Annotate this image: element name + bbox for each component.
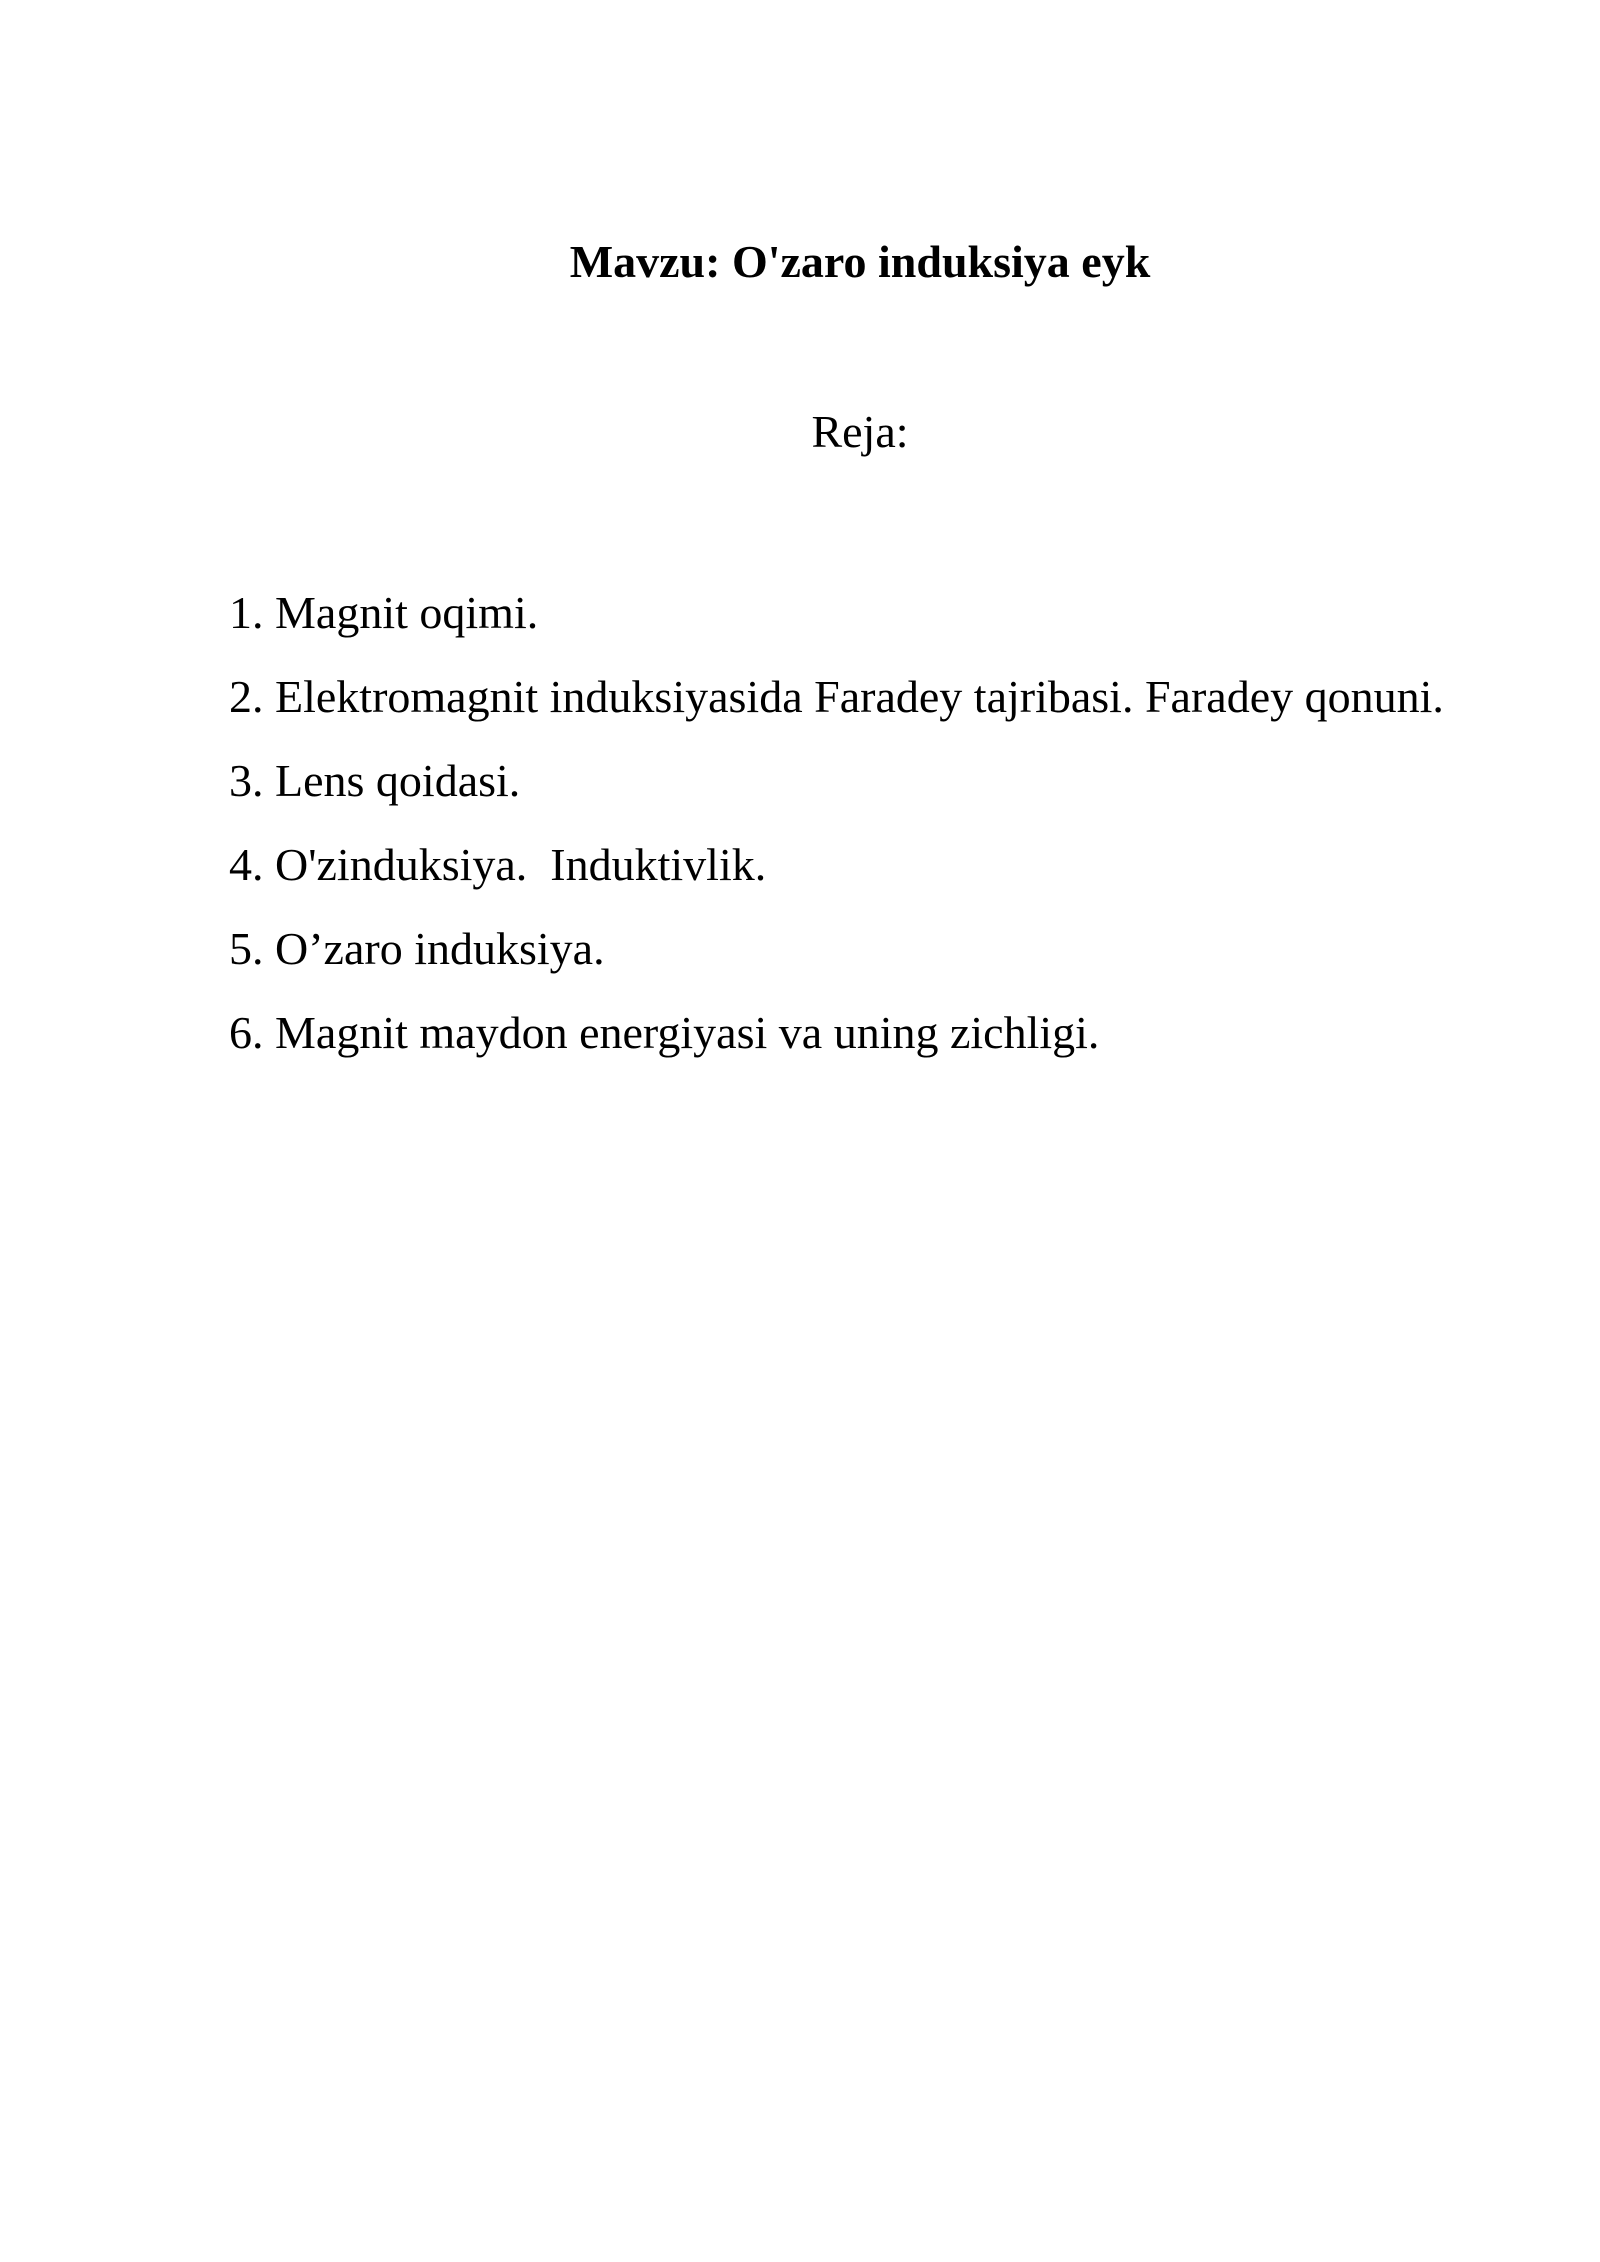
plan-item-6: 6. Magnit maydon energiyasi va uning zichligi. [229,1007,1100,1058]
document-title: Mavzu: O'zaro induksiya eyk [569,236,1151,287]
plan-list [229,571,1490,1075]
plan-item-2: 2. Elektromagnit induksiyasida Faradey tajribasi. Faradey qonuni. [229,671,1444,722]
plan-item-3: 3. Lens qoidasi. [229,755,521,806]
plan-item-5: 5. O’zaro induksiya. [229,923,605,974]
plan-item-4: 4. O'zinduksiya. Induktivlik. [229,839,767,890]
plan-item-1: 1. Magnit oqimi. [229,587,539,638]
plan-heading: Reja: [811,406,909,457]
